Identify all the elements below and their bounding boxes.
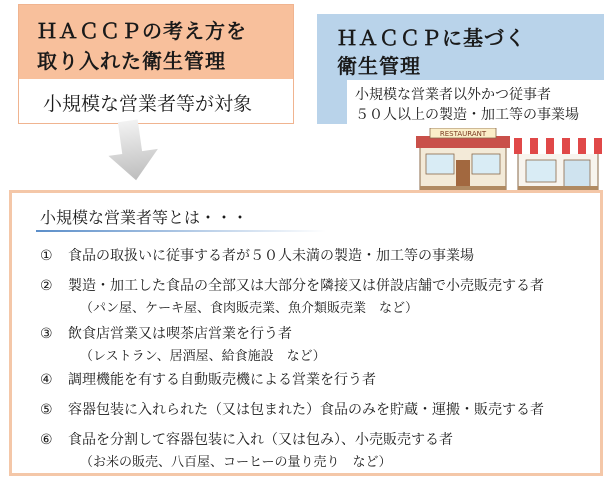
haccp-concept-title [19,5,293,79]
item-text: 製造・加工した食品の全部又は大部分を隣接又は併設店舗で小売販売する者 [68,278,544,294]
item-number: ⑤ [40,402,53,418]
haccp-based-target [347,80,604,124]
definition-item [40,245,474,265]
title-underline [36,230,326,232]
item-text: 食品の取扱いに従事する者が５０人未満の製造・加工等の事業場 [68,248,474,264]
haccp-based-target-line1: 小規模な営業者以外かつ従事者 [355,87,551,103]
definition-item [40,323,326,364]
haccp-based-title-line2: 衛生管理 [337,54,421,78]
definition-item [40,369,376,389]
haccp-concept-target: 小規模な営業者等が対象 [43,93,253,115]
haccp-concept-title-line2: 取り入れた衛生管理 [37,49,226,73]
shop-icon [514,138,602,192]
haccp-concept-title-line1: ＨＡＣＣＰの考え方を [37,19,247,43]
down-arrow-icon [108,118,164,184]
item-number: ④ [40,372,53,388]
definition-item [40,275,544,316]
definition-item [40,429,453,470]
item-number: ③ [40,326,53,342]
item-examples: （お米の販売、八百屋、コーヒーの量り売り など） [80,455,392,470]
item-number: ① [40,248,53,264]
item-text: 食品を分割して容器包装に入れ（又は包み）、小売販売する者 [68,432,453,448]
haccp-based-target-line2: ５０人以上の製造・加工等の事業場 [355,107,579,123]
item-text: 飲食店営業又は喫茶店営業を行う者 [68,326,292,342]
haccp-based-title-line1: ＨＡＣＣＰに基づく [337,26,526,50]
item-examples: （パン屋、ケーキ屋、食肉販売業、魚介類販売業 など） [80,301,419,316]
haccp-based-box [317,14,604,124]
haccp-concept-box [18,4,294,124]
svg-text:RESTAURANT: RESTAURANT [439,130,487,138]
item-text: 調理機能を有する自動販売機による営業を行う者 [68,372,376,388]
item-number: ② [40,278,53,294]
shops-illustration [416,128,602,192]
definition-item [40,399,544,419]
item-examples: （レストラン、居酒屋、給食施設 など） [80,349,326,364]
item-text: 容器包装に入れられた（又は包まれた）食品のみを貯蔵・運搬・販売する者 [68,402,544,418]
item-number: ⑥ [40,432,53,448]
small-business-definition-box [9,190,603,476]
restaurant-icon [416,128,510,192]
definition-title: 小規模な営業者等とは・・・ [40,208,249,227]
